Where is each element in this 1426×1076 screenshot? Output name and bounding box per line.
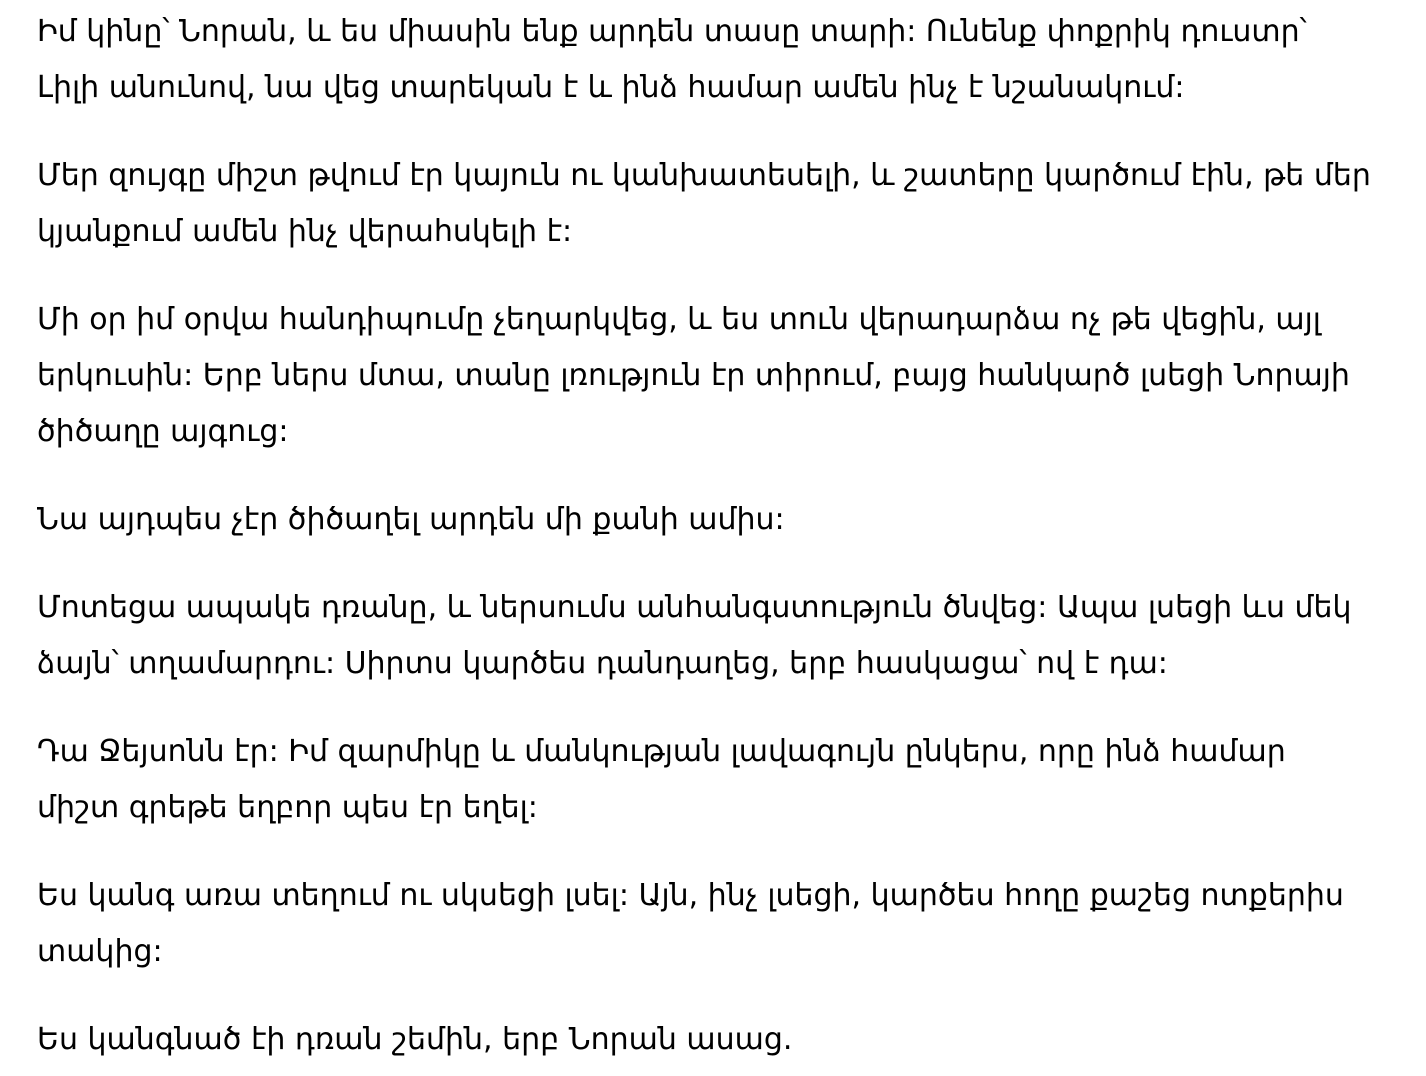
story-paragraph-2: Մեր զույգը միշտ թվում էր կայուն ու կանխատեսելի, և շատերը կարծում էին, թե մեր կյանքում ամեն ինչ վերահսկելի է: — [37, 158, 1371, 249]
story-paragraph-5: Մոտեցա ապակե դռանը, և ներսումս անհանգստություն ծնվեց: Ապա լսեցի ևս մեկ ձայն՝ տղամարդու: Սիրտս կարծես դանդաղեց, երբ հասկացա՝ ով է դա: — [37, 590, 1352, 681]
story-paragraph-8: Ես կանգնած էի դռան շեմին, երբ Նորան ասաց. — [37, 1022, 793, 1057]
story-text — [37, 4, 1377, 1068]
story-paragraph-7: Ես կանգ առա տեղում ու սկսեցի լսել: Այն, ինչ լսեցի, կարծես հողը քաշեց ոտքերիս տակից: — [37, 878, 1344, 969]
story-paragraph-6: Դա Ջեյսոնն էր: Իմ զարմիկը և մանկության լավագույն ընկերս, որը ինձ համար միշտ գրեթե եղբոր պես էր եղել: — [37, 734, 1286, 825]
story-paragraph-1: Իմ կինը՝ Նորան, և ես միասին ենք արդեն տասը տարի: Ունենք փոքրիկ դուստր՝ Լիլի անունով, նա վեց տարեկան է և ինձ համար ամեն ինչ է նշանակում: — [37, 14, 1307, 105]
story-paragraph-3: Մի օր իմ օրվա հանդիպումը չեղարկվեց, և ես տուն վերադարձա ոչ թե վեցին, այլ երկուսին: Երբ ներս մտա, տանը լռություն էր տիրում, բայց հանկարծ լսեցի Նորայի ծիծաղը այգուց: — [37, 302, 1350, 449]
story-paragraph-4: Նա այդպես չէր ծիծաղել արդեն մի քանի ամիս: — [37, 502, 785, 537]
